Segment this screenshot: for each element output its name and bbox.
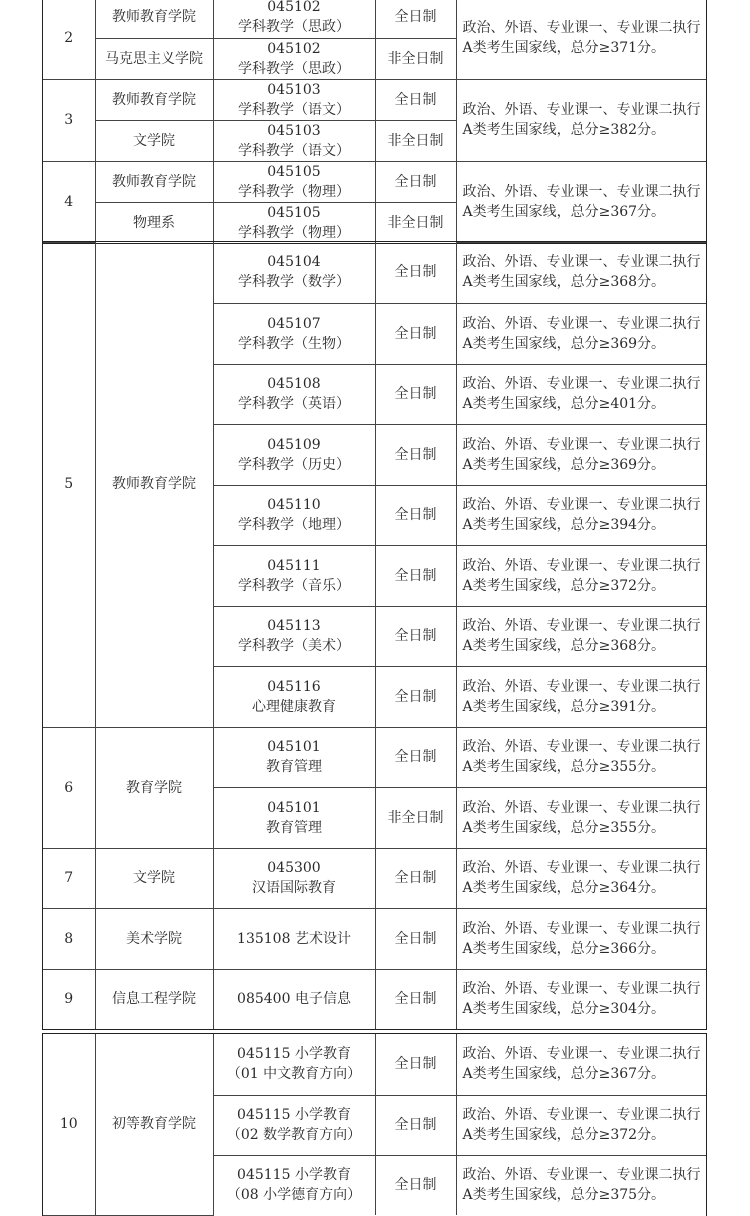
table-row <box>43 969 706 1029</box>
study-mode-cell: 非全日制 <box>375 202 456 243</box>
study-mode-cell: 全日制 <box>375 848 456 908</box>
major-name: 学科教学（美术） <box>238 638 350 654</box>
major-code: 135108 艺术设计 <box>237 930 351 947</box>
major-code: 045108 <box>267 376 321 392</box>
major-cell <box>213 161 375 202</box>
requirement-cell: 政治、外语、专业课一、专业课二执行A类考生国家线，总分≥368分。 <box>456 242 706 303</box>
requirement-cell: 政治、外语、专业课一、专业课二执行A类考生国家线，总分≥355分。 <box>456 727 706 787</box>
major-cell <box>213 202 375 243</box>
requirement-cell: 政治、外语、专业课一、专业课二执行A类考生国家线，总分≥304分。 <box>456 969 706 1029</box>
study-mode-cell: 全日制 <box>375 727 456 787</box>
major-cell <box>213 242 375 303</box>
study-mode-cell: 全日制 <box>375 969 456 1029</box>
requirement-cell: 政治、外语、专业课一、专业课二执行A类考生国家线，总分≥355分。 <box>456 787 706 848</box>
major-cell <box>213 1034 375 1095</box>
study-mode-cell: 全日制 <box>375 161 456 202</box>
major-name: （01 中文教育方向） <box>226 1066 362 1083</box>
study-mode-cell: 全日制 <box>375 424 456 485</box>
major-cell <box>213 303 375 364</box>
table-row <box>43 161 706 202</box>
major-name: 学科教学（语文） <box>238 142 350 159</box>
row-number: 6 <box>43 727 95 848</box>
major-code: 045300 <box>267 860 321 876</box>
row-number: 3 <box>43 79 95 161</box>
major-code: 045113 <box>267 618 321 634</box>
requirement-cell: 政治、外语、专业课一、专业课二执行A类考生国家线，总分≥371分。 <box>456 0 706 79</box>
requirement-cell: 政治、外语、专业课一、专业课二执行A类考生国家线，总分≥367分。 <box>456 1034 706 1095</box>
table-row <box>43 848 706 908</box>
requirement-cell: 政治、外语、专业课一、专业课二执行A类考生国家线，总分≥364分。 <box>456 848 706 908</box>
admission-table-part-2 <box>43 242 706 1029</box>
table-section-1 <box>42 0 707 244</box>
major-cell <box>213 545 375 606</box>
major-cell <box>213 0 375 38</box>
college-cell: 文学院 <box>95 848 213 908</box>
college-cell: 文学院 <box>95 120 213 161</box>
major-cell <box>213 38 375 79</box>
table-row <box>43 1034 706 1095</box>
study-mode-cell: 全日制 <box>375 545 456 606</box>
major-code: 045102 <box>267 0 321 16</box>
major-name: 教育管理 <box>266 819 322 836</box>
major-cell <box>213 848 375 908</box>
row-number: 9 <box>43 969 95 1029</box>
college-cell: 信息工程学院 <box>95 969 213 1029</box>
requirement-cell: 政治、外语、专业课一、专业课二执行A类考生国家线，总分≥369分。 <box>456 424 706 485</box>
major-name: 学科教学（地理） <box>238 517 350 533</box>
major-code: 045107 <box>267 315 321 332</box>
major-cell <box>213 666 375 727</box>
major-code: 045102 <box>267 40 321 57</box>
major-code: 045109 <box>267 436 321 453</box>
requirement-cell: 政治、外语、专业课一、专业课二执行A类考生国家线，总分≥401分。 <box>456 364 706 424</box>
college-cell: 教育学院 <box>95 727 213 848</box>
major-name: 学科教学（物理） <box>238 183 350 200</box>
requirement-cell: 政治、外语、专业课一、专业课二执行A类考生国家线，总分≥391分。 <box>456 666 706 727</box>
major-code: 045111 <box>267 557 321 574</box>
major-code: 045115 小学教育 <box>237 1167 351 1184</box>
row-number: 8 <box>43 908 95 969</box>
table-section-3 <box>42 1033 707 1216</box>
major-cell <box>213 969 375 1029</box>
major-cell <box>213 485 375 545</box>
major-name: 学科教学（音乐） <box>238 577 350 594</box>
college-cell: 物理系 <box>95 202 213 243</box>
study-mode-cell: 全日制 <box>375 303 456 364</box>
major-code: 085400 电子信息 <box>237 991 351 1008</box>
requirement-cell: 政治、外语、专业课一、专业课二执行A类考生国家线，总分≥366分。 <box>456 908 706 969</box>
college-cell: 教师教育学院 <box>95 79 213 120</box>
table-row <box>43 727 706 787</box>
study-mode-cell: 全日制 <box>375 908 456 969</box>
major-name: 学科教学（历史） <box>238 456 350 473</box>
admission-table-part-3 <box>43 1034 706 1216</box>
requirement-cell: 政治、外语、专业课一、专业课二执行A类考生国家线，总分≥372分。 <box>456 545 706 606</box>
row-number: 5 <box>43 242 95 727</box>
study-mode-cell: 全日制 <box>375 1155 456 1215</box>
major-code: 045103 <box>267 81 321 98</box>
table-section-2 <box>42 241 707 1030</box>
major-name: 教育管理 <box>266 759 322 775</box>
study-mode-cell: 全日制 <box>375 1095 456 1155</box>
table-row <box>43 242 706 303</box>
requirement-cell: 政治、外语、专业课一、专业课二执行A类考生国家线，总分≥375分。 <box>456 1155 706 1215</box>
requirement-cell: 政治、外语、专业课一、专业课二执行A类考生国家线，总分≥372分。 <box>456 1095 706 1155</box>
major-code: 045110 <box>267 497 321 513</box>
study-mode-cell: 全日制 <box>375 242 456 303</box>
table-row <box>43 908 706 969</box>
college-cell: 教师教育学院 <box>95 242 213 727</box>
study-mode-cell: 全日制 <box>375 485 456 545</box>
major-cell <box>213 727 375 787</box>
study-mode-cell: 全日制 <box>375 0 456 38</box>
major-code: 045105 <box>267 204 321 221</box>
study-mode-cell: 全日制 <box>375 79 456 120</box>
college-cell: 马克思主义学院 <box>95 38 213 79</box>
major-cell <box>213 79 375 120</box>
college-cell: 教师教育学院 <box>95 0 213 38</box>
study-mode-cell: 全日制 <box>375 364 456 424</box>
study-mode-cell: 非全日制 <box>375 120 456 161</box>
major-name: 学科教学（语文） <box>238 101 350 118</box>
requirement-cell: 政治、外语、专业课一、专业课二执行A类考生国家线，总分≥394分。 <box>456 485 706 545</box>
major-code: 045116 <box>267 678 321 695</box>
major-name: 心理健康教育 <box>252 698 336 715</box>
study-mode-cell: 非全日制 <box>375 787 456 848</box>
study-mode-cell: 全日制 <box>375 1034 456 1095</box>
major-name: （08 小学德育方向） <box>226 1187 362 1204</box>
major-name: 学科教学（英语） <box>238 396 350 412</box>
major-code: 045101 <box>267 799 321 816</box>
major-cell <box>213 424 375 485</box>
major-name: 学科教学（物理） <box>238 224 350 241</box>
major-code: 045101 <box>267 739 321 755</box>
major-cell <box>213 1155 375 1215</box>
row-number: 2 <box>43 0 95 79</box>
major-cell <box>213 787 375 848</box>
requirement-cell: 政治、外语、专业课一、专业课二执行A类考生国家线，总分≥382分。 <box>456 79 706 161</box>
table-row <box>43 0 706 38</box>
major-code: 045104 <box>267 254 321 271</box>
requirement-cell: 政治、外语、专业课一、专业课二执行A类考生国家线，总分≥368分。 <box>456 606 706 666</box>
college-cell: 美术学院 <box>95 908 213 969</box>
major-code: 045115 小学教育 <box>237 1107 351 1123</box>
major-code: 045115 小学教育 <box>237 1046 351 1063</box>
requirement-cell: 政治、外语、专业课一、专业课二执行A类考生国家线，总分≥369分。 <box>456 303 706 364</box>
row-number: 4 <box>43 161 95 243</box>
major-name: 学科教学（思政） <box>238 60 350 77</box>
table-row <box>43 79 706 120</box>
major-cell <box>213 120 375 161</box>
section-divider <box>42 1029 707 1030</box>
college-cell: 初等教育学院 <box>95 1034 213 1215</box>
major-name: 学科教学（思政） <box>238 19 350 36</box>
college-cell: 教师教育学院 <box>95 161 213 202</box>
study-mode-cell: 全日制 <box>375 606 456 666</box>
major-code: 045103 <box>267 122 321 139</box>
study-mode-cell: 非全日制 <box>375 38 456 79</box>
major-cell <box>213 364 375 424</box>
major-cell <box>213 1095 375 1155</box>
study-mode-cell: 全日制 <box>375 666 456 727</box>
major-cell <box>213 908 375 969</box>
major-name: 汉语国际教育 <box>252 880 336 896</box>
major-cell <box>213 606 375 666</box>
major-code: 045105 <box>267 163 321 180</box>
requirement-cell: 政治、外语、专业课一、专业课二执行A类考生国家线，总分≥367分。 <box>456 161 706 243</box>
row-number: 7 <box>43 848 95 908</box>
admission-table-part-1 <box>43 0 706 243</box>
major-name: （02 数学教育方向） <box>226 1127 362 1143</box>
major-name: 学科教学（数学） <box>238 274 350 291</box>
row-number: 10 <box>43 1034 95 1215</box>
major-name: 学科教学（生物） <box>238 335 350 352</box>
